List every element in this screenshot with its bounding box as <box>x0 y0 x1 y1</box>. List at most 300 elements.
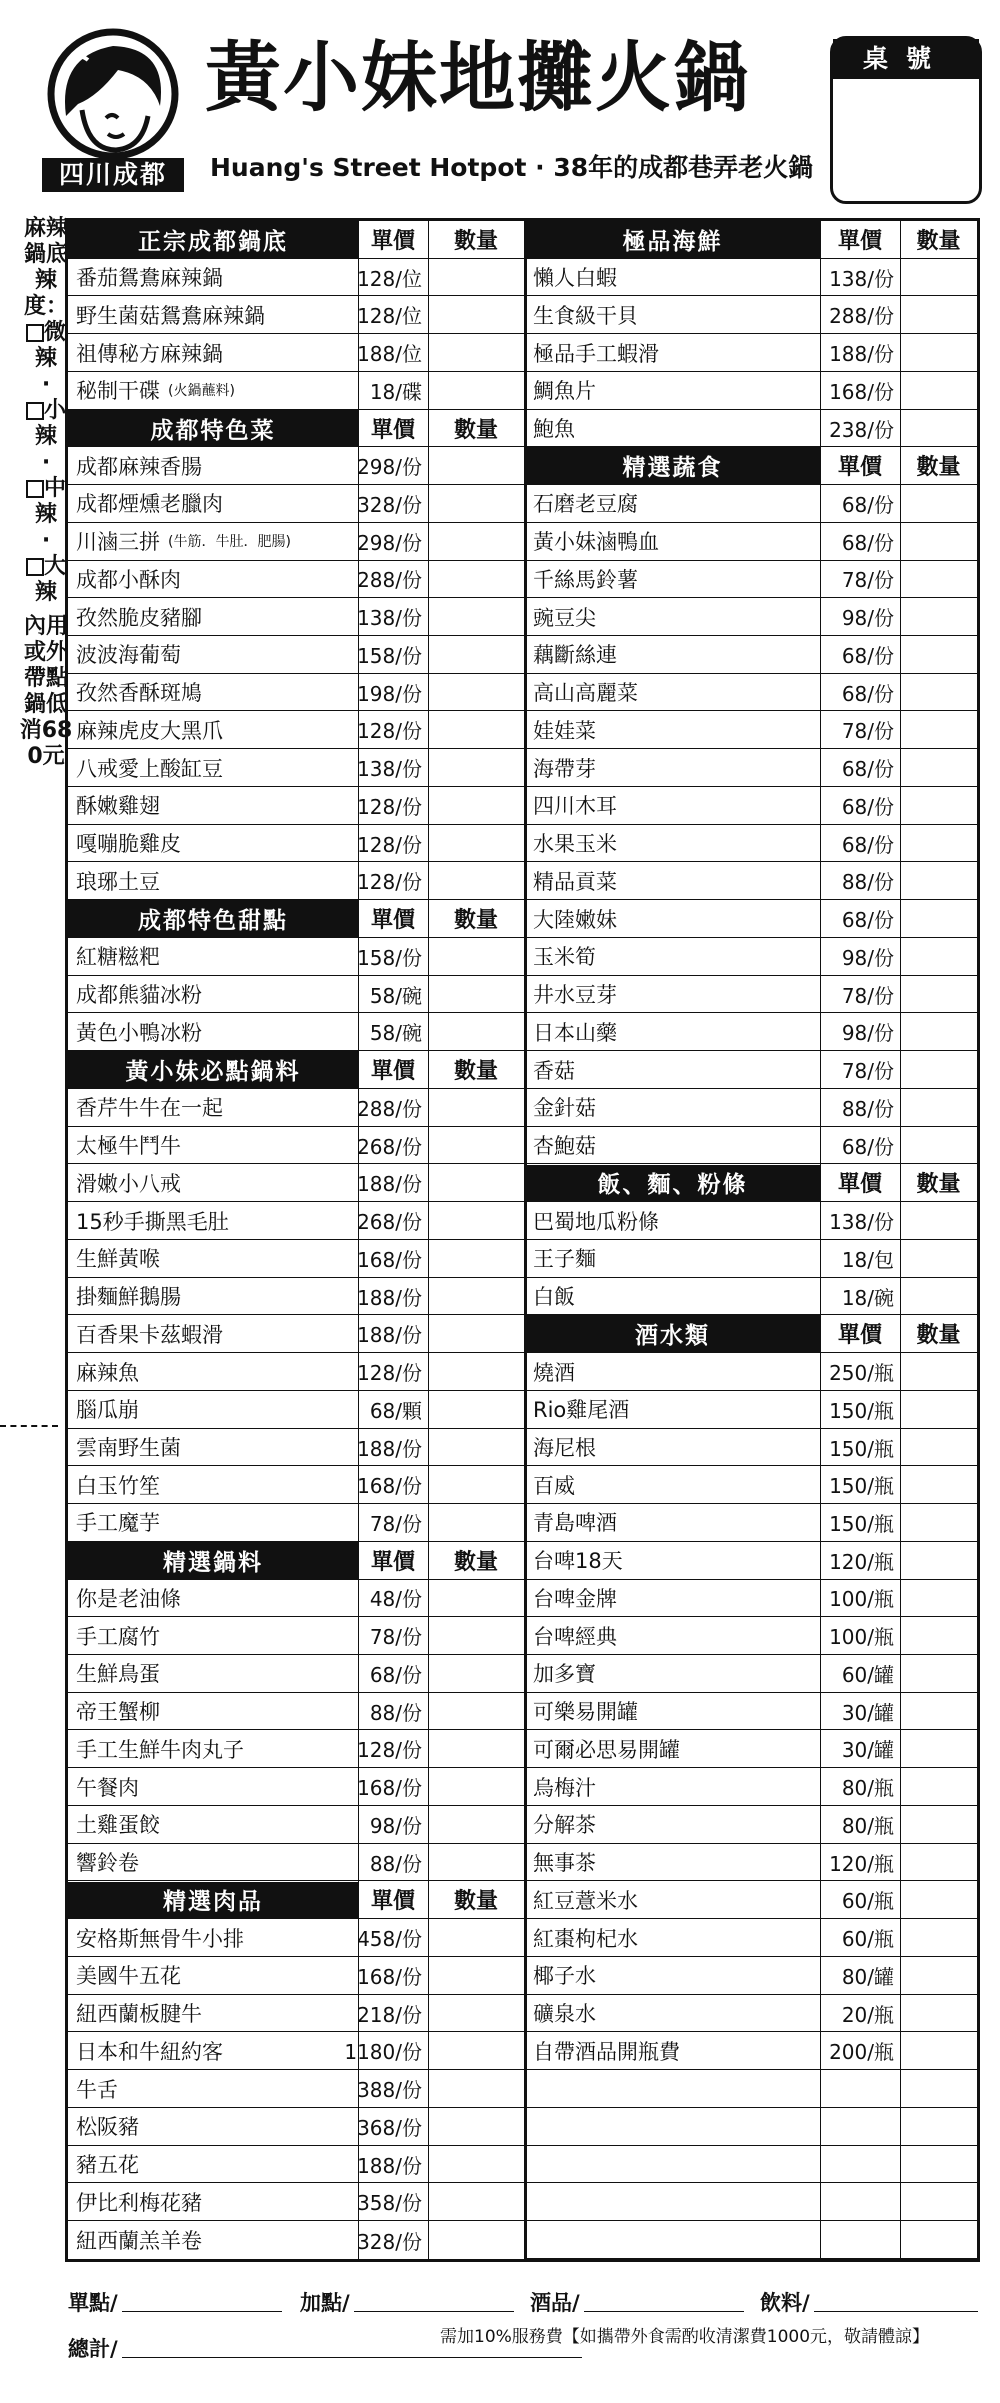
price-column-header: 單價 <box>370 417 415 443</box>
total-field[interactable] <box>122 2357 582 2358</box>
item-price <box>820 2146 900 2183</box>
item-name-text: 青島啤酒 <box>533 1511 617 1536</box>
menu-item-row[interactable] <box>68 1768 524 1806</box>
menu-item-row[interactable] <box>68 1466 524 1504</box>
item-name <box>68 825 358 862</box>
menu-item-row[interactable] <box>68 1353 524 1391</box>
menu-item-row[interactable] <box>68 1919 524 1957</box>
menu-item-row[interactable] <box>525 1127 977 1165</box>
quantity-field[interactable] <box>900 787 977 824</box>
item-name <box>68 296 358 333</box>
quantity-field[interactable] <box>900 1882 977 1919</box>
quantity-field[interactable] <box>900 259 977 296</box>
item-name <box>68 2108 358 2145</box>
quantity-field[interactable] <box>428 1466 524 1503</box>
quantity-field[interactable] <box>900 598 977 635</box>
quantity-field[interactable] <box>428 561 524 598</box>
menu-item-row[interactable] <box>68 2108 524 2146</box>
menu-item-row[interactable] <box>525 1353 977 1391</box>
quantity-field[interactable] <box>428 1580 524 1617</box>
menu-item-row[interactable] <box>525 1617 977 1655</box>
price-column-header: 單價 <box>370 908 415 934</box>
item-price: 30/罐 <box>841 1738 894 1763</box>
menu-item-row[interactable] <box>525 1089 977 1127</box>
quantity-field[interactable] <box>900 1429 977 1466</box>
item-name <box>525 749 820 786</box>
quantity-field[interactable] <box>428 1240 524 1277</box>
item-price: 100/瓶 <box>829 1625 894 1650</box>
menu-item-row[interactable] <box>525 1768 977 1806</box>
quantity-field[interactable] <box>428 1202 524 1239</box>
quantity-field[interactable] <box>900 1127 977 1164</box>
menu-item-row[interactable] <box>68 1731 524 1769</box>
qty-column-header: 數量 <box>453 908 498 934</box>
quantity-field[interactable] <box>428 636 524 673</box>
menu-item-row[interactable] <box>68 1391 524 1429</box>
quantity-field[interactable] <box>428 1806 524 1843</box>
menu-item-row[interactable] <box>525 1504 977 1542</box>
menu-item-row[interactable] <box>525 1278 977 1316</box>
quantity-field[interactable] <box>900 1466 977 1503</box>
quantity-field[interactable] <box>428 1768 524 1805</box>
item-price: 68/份 <box>841 908 894 933</box>
menu-item-row[interactable] <box>68 1429 524 1467</box>
quantity-field[interactable] <box>428 1089 524 1126</box>
qty-column-header: 數量 <box>453 1549 498 1575</box>
quantity-field[interactable] <box>900 674 977 711</box>
quantity-field[interactable] <box>900 1919 977 1956</box>
quantity-field[interactable] <box>428 938 524 975</box>
item-name <box>68 1844 358 1881</box>
item-price: 188/份 <box>357 2153 422 2178</box>
quantity-field[interactable] <box>428 749 524 786</box>
item-name-text: 日本山藥 <box>533 1020 617 1045</box>
menu-item-row[interactable] <box>68 712 524 750</box>
quantity-field[interactable] <box>900 296 977 333</box>
menu-item-row[interactable] <box>525 1844 977 1882</box>
item-name <box>68 447 358 484</box>
menu-item-row[interactable] <box>525 787 977 825</box>
item-name <box>525 1617 820 1654</box>
menu-item-row[interactable] <box>525 259 977 297</box>
menu-item-row[interactable] <box>525 598 977 636</box>
item-name <box>525 1806 820 1843</box>
quantity-field[interactable] <box>428 863 524 900</box>
menu-item-row[interactable] <box>68 1693 524 1731</box>
menu-item-row[interactable] <box>68 1240 524 1278</box>
quantity-field[interactable] <box>428 1278 524 1315</box>
quantity-field[interactable] <box>428 296 524 333</box>
menu-item-row[interactable] <box>525 296 977 334</box>
item-name-text: 雲南野生菌 <box>76 1436 181 1460</box>
menu-item-row[interactable] <box>68 1202 524 1240</box>
quantity-field[interactable] <box>428 1429 524 1466</box>
quantity-field[interactable] <box>428 1391 524 1428</box>
item-name-text: 水果玉米 <box>533 832 617 857</box>
quantity-field[interactable] <box>428 2070 524 2107</box>
quantity-field[interactable] <box>428 976 524 1013</box>
quantity-field[interactable] <box>900 636 977 673</box>
menu-item-row[interactable] <box>525 1542 977 1580</box>
menu-item-row[interactable] <box>68 863 524 901</box>
item-name-text: 香芹牛牛在一起 <box>76 1096 223 1121</box>
item-name-text: 海帶芽 <box>533 756 596 781</box>
quantity-field[interactable] <box>900 1202 977 1239</box>
quantity-field[interactable] <box>428 259 524 296</box>
menu-item-row[interactable] <box>68 636 524 674</box>
quantity-field[interactable] <box>900 1542 977 1579</box>
section-title: 正宗成都鍋底 <box>68 221 358 258</box>
quantity-field[interactable] <box>428 2221 524 2259</box>
menu-item-row[interactable] <box>525 1429 977 1467</box>
item-name-text: 石磨老豆腐 <box>533 492 638 517</box>
quantity-field[interactable] <box>900 561 977 598</box>
quantity-field[interactable] <box>428 334 524 371</box>
menu-item-row[interactable] <box>525 1580 977 1618</box>
menu-item-row[interactable] <box>68 1089 524 1127</box>
quantity-field[interactable] <box>428 825 524 862</box>
item-price: 98/份 <box>841 1021 894 1046</box>
menu-item-row[interactable] <box>68 1315 524 1353</box>
item-name <box>68 1391 358 1428</box>
quantity-field <box>900 2146 977 2183</box>
menu-item-row[interactable] <box>68 1655 524 1693</box>
menu-item-row[interactable] <box>525 1731 977 1769</box>
checkbox-icon[interactable] <box>26 480 44 498</box>
menu-item-row[interactable] <box>68 1014 524 1052</box>
menu-item-row[interactable] <box>525 900 977 938</box>
menu-table <box>65 218 980 2262</box>
menu-item-row[interactable] <box>68 2184 524 2222</box>
menu-item-row[interactable] <box>68 523 524 561</box>
page-title: 黃小妹地攤火鍋 <box>205 33 751 122</box>
quantity-field[interactable] <box>428 1127 524 1164</box>
menu-item-row[interactable] <box>68 976 524 1014</box>
item-name <box>68 1429 358 1466</box>
menu-item-row[interactable] <box>68 372 524 410</box>
quantity-field[interactable] <box>428 1655 524 1692</box>
item-note: (牛筋．牛肚．肥腸) <box>168 534 291 551</box>
checkbox-icon[interactable] <box>26 324 44 342</box>
quantity-field[interactable] <box>900 712 977 749</box>
item-note: (火鍋蘸料) <box>168 383 235 400</box>
menu-item-row[interactable] <box>525 938 977 976</box>
item-price: 88/份 <box>841 870 894 895</box>
item-name-text: 掛麵鮮鵝腸 <box>76 1285 181 1310</box>
item-name-text: 孜然香酥斑鳩 <box>76 681 202 706</box>
menu-item-row[interactable] <box>525 1240 977 1278</box>
menu-item-row[interactable] <box>525 1919 977 1957</box>
menu-item-row[interactable] <box>68 561 524 599</box>
item-price: 168/份 <box>357 1964 422 1989</box>
menu-item-row[interactable] <box>68 485 524 523</box>
quantity-field[interactable] <box>900 1806 977 1843</box>
item-name-text: 燒酒 <box>533 1360 575 1385</box>
blank-row <box>525 2108 977 2146</box>
quantity-field[interactable] <box>900 334 977 371</box>
checkbox-icon[interactable] <box>26 558 44 576</box>
quantity-field[interactable] <box>900 410 977 447</box>
quantity-field[interactable] <box>428 1844 524 1881</box>
price-column-header: 單價 <box>837 228 882 254</box>
item-price: 158/份 <box>357 643 422 668</box>
price-column-header: 單價 <box>370 1059 415 1085</box>
menu-item-row[interactable] <box>525 1957 977 1995</box>
menu-item-row[interactable] <box>525 1051 977 1089</box>
menu-item-row[interactable] <box>68 1165 524 1203</box>
wine-field[interactable] <box>584 2311 744 2312</box>
item-price: 98/份 <box>841 945 894 970</box>
item-price <box>820 2070 900 2107</box>
menu-item-row[interactable] <box>68 749 524 787</box>
quantity-field[interactable] <box>900 900 977 937</box>
item-name <box>68 863 358 900</box>
item-name <box>525 1768 820 1805</box>
spice-option-label: 微辣 <box>34 320 66 371</box>
divider <box>820 221 821 2259</box>
checkbox-icon[interactable] <box>26 402 44 420</box>
price-column-header: 單價 <box>370 1889 415 1915</box>
menu-item-row[interactable] <box>525 523 977 561</box>
item-name-text: 成都煙燻老臘肉 <box>76 492 223 517</box>
menu-item-row[interactable] <box>525 1391 977 1429</box>
item-name-text: 秘制干碟 <box>76 379 160 404</box>
quantity-field[interactable] <box>900 1693 977 1730</box>
menu-item-row[interactable] <box>68 2146 524 2184</box>
table-number-label: 桌號 <box>833 39 979 79</box>
menu-item-row[interactable] <box>525 674 977 712</box>
quantity-field[interactable] <box>900 976 977 1013</box>
menu-item-row[interactable] <box>68 1617 524 1655</box>
menu-item-row[interactable] <box>68 296 524 334</box>
quantity-field[interactable] <box>900 485 977 522</box>
menu-item-row[interactable] <box>525 2033 977 2071</box>
quantity-field[interactable] <box>900 1353 977 1390</box>
item-name <box>68 485 358 522</box>
item-name <box>68 787 358 824</box>
menu-item-row[interactable] <box>525 1693 977 1731</box>
quantity-field[interactable] <box>900 1089 977 1126</box>
blank-row <box>525 2259 977 2297</box>
quantity-field[interactable] <box>428 372 524 409</box>
quantity-field[interactable] <box>900 372 977 409</box>
item-price: 128/位 <box>357 304 422 329</box>
quantity-field[interactable] <box>900 825 977 862</box>
item-name-text: 15秒手撕黑毛肚 <box>76 1209 229 1234</box>
quantity-field[interactable] <box>428 1504 524 1541</box>
menu-item-row[interactable] <box>68 1504 524 1542</box>
menu-item-row[interactable] <box>525 636 977 674</box>
menu-item-row[interactable] <box>525 1202 977 1240</box>
quantity-field[interactable] <box>428 1353 524 1390</box>
quantity-field[interactable] <box>900 1995 977 2032</box>
menu-item-row[interactable] <box>68 2070 524 2108</box>
menu-item-row[interactable] <box>68 787 524 825</box>
menu-item-row[interactable] <box>68 1844 524 1882</box>
quantity-field[interactable] <box>900 1957 977 1994</box>
item-name-text: 白玉竹笙 <box>76 1473 160 1498</box>
item-name-text: 千絲馬鈴薯 <box>533 567 638 592</box>
item-name-text: 八戒愛上酸缸豆 <box>76 756 223 781</box>
item-name <box>68 1580 358 1617</box>
item-name-text: 金針菇 <box>533 1096 596 1121</box>
quantity-field[interactable] <box>900 1655 977 1692</box>
menu-item-row[interactable] <box>525 976 977 1014</box>
menu-item-row[interactable] <box>68 2221 524 2259</box>
item-name-text: 高山高麗菜 <box>533 681 638 706</box>
quantity-field[interactable] <box>900 1391 977 1428</box>
item-name-text: 手工魔芋 <box>76 1511 160 1536</box>
quantity-field[interactable] <box>900 863 977 900</box>
menu-item-row[interactable] <box>525 712 977 750</box>
menu-item-row[interactable] <box>525 1014 977 1052</box>
quantity-field[interactable] <box>428 1919 524 1956</box>
item-name <box>525 1278 820 1315</box>
quantity-field[interactable] <box>428 485 524 522</box>
quantity-field[interactable] <box>428 1957 524 1994</box>
quantity-field[interactable] <box>428 1731 524 1768</box>
item-name <box>525 523 820 560</box>
item-price <box>820 2221 900 2258</box>
menu-item-row[interactable] <box>68 825 524 863</box>
quantity-field[interactable] <box>900 1504 977 1541</box>
item-price: 128/份 <box>357 794 422 819</box>
item-name-text: 台啤金牌 <box>533 1586 617 1611</box>
section-header-row <box>525 1165 977 1203</box>
menu-item-row[interactable] <box>68 447 524 485</box>
item-name <box>68 1127 358 1164</box>
quantity-field[interactable] <box>428 2146 524 2183</box>
item-name-text: 成都小酥肉 <box>76 567 181 592</box>
item-name <box>68 749 358 786</box>
menu-item-row[interactable] <box>525 863 977 901</box>
quantity-field[interactable] <box>428 1014 524 1051</box>
item-price: 20/瓶 <box>841 2002 894 2027</box>
item-name-text: 腦瓜崩 <box>76 1398 139 1423</box>
item-price: 80/罐 <box>841 1964 894 1989</box>
quantity-field[interactable] <box>428 1165 524 1202</box>
menu-item-row[interactable] <box>68 598 524 636</box>
item-price: 238/份 <box>829 417 894 442</box>
quantity-field[interactable] <box>428 2184 524 2221</box>
item-name <box>525 1655 820 1692</box>
item-price: 30/罐 <box>841 1700 894 1725</box>
quantity-field[interactable] <box>428 1315 524 1352</box>
item-name-text: 波波海葡萄 <box>76 643 181 668</box>
menu-item-row[interactable] <box>68 674 524 712</box>
quantity-field[interactable] <box>900 523 977 560</box>
item-price: 68/份 <box>369 1662 422 1687</box>
menu-item-row[interactable] <box>68 938 524 976</box>
menu-item-row[interactable] <box>525 372 977 410</box>
item-price: 388/份 <box>357 2078 422 2103</box>
item-name <box>525 636 820 673</box>
quantity-field[interactable] <box>428 523 524 560</box>
menu-item-row[interactable] <box>68 1127 524 1165</box>
menu-item-row[interactable] <box>525 410 977 448</box>
quantity-field[interactable] <box>900 938 977 975</box>
menu-item-row[interactable] <box>68 1806 524 1844</box>
drink-field[interactable] <box>814 2311 978 2312</box>
item-name <box>525 1051 820 1088</box>
quantity-field[interactable] <box>428 598 524 635</box>
item-name-text: 百香果卡茲蝦滑 <box>76 1322 223 1347</box>
menu-item-row[interactable] <box>525 1806 977 1844</box>
item-name-text: 生鮮鳥蛋 <box>76 1662 160 1687</box>
quantity-field[interactable] <box>900 1768 977 1805</box>
quantity-field[interactable] <box>900 1051 977 1088</box>
item-name-text: 麻辣魚 <box>76 1360 139 1385</box>
quantity-field[interactable] <box>900 749 977 786</box>
item-price: 68/份 <box>841 794 894 819</box>
item-price: 78/份 <box>841 719 894 744</box>
menu-item-row[interactable] <box>525 1466 977 1504</box>
item-name-text: 松阪豬 <box>76 2115 139 2140</box>
menu-item-row[interactable] <box>68 1995 524 2033</box>
section-header-row <box>525 221 977 259</box>
quantity-field[interactable] <box>428 787 524 824</box>
item-name-text: 自帶酒品開瓶費 <box>533 2039 680 2064</box>
quantity-field[interactable] <box>900 1278 977 1315</box>
extra-order-field[interactable] <box>354 2311 514 2312</box>
menu-item-row[interactable] <box>525 485 977 523</box>
menu-item-row[interactable] <box>525 749 977 787</box>
item-name-text: 極品手工蝦滑 <box>533 341 659 366</box>
menu-item-row[interactable] <box>525 561 977 599</box>
menu-item-row[interactable] <box>68 334 524 372</box>
quantity-field[interactable] <box>428 712 524 749</box>
menu-item-row[interactable] <box>525 1995 977 2033</box>
order-field[interactable] <box>122 2311 282 2312</box>
menu-item-row[interactable] <box>68 1278 524 1316</box>
item-name-text: 野生菌菇鴛鴦麻辣鍋 <box>76 303 265 328</box>
quantity-field[interactable] <box>428 2033 524 2070</box>
menu-item-row[interactable] <box>525 1882 977 1920</box>
quantity-field[interactable] <box>900 1844 977 1881</box>
quantity-field[interactable] <box>428 1693 524 1730</box>
quantity-field[interactable] <box>428 674 524 711</box>
menu-item-row[interactable] <box>525 1655 977 1693</box>
item-price: 18/碗 <box>841 1285 894 1310</box>
quantity-field[interactable] <box>900 2033 977 2070</box>
menu-item-row[interactable] <box>68 1957 524 1995</box>
quantity-field[interactable] <box>428 1617 524 1654</box>
item-name-text: 椰子水 <box>533 1964 596 1989</box>
item-name-text: 安格斯無骨牛小排 <box>76 1926 244 1951</box>
quantity-field[interactable] <box>900 1240 977 1277</box>
item-name <box>525 674 820 711</box>
item-price <box>820 2184 900 2221</box>
menu-item-row[interactable] <box>68 259 524 297</box>
item-name <box>68 1202 358 1239</box>
quantity-field[interactable] <box>900 1617 977 1654</box>
item-price: 68/份 <box>841 643 894 668</box>
quantity-field[interactable] <box>900 1731 977 1768</box>
quantity-field[interactable] <box>900 1580 977 1617</box>
menu-item-row[interactable] <box>68 1580 524 1618</box>
item-name-text: 四川木耳 <box>533 794 617 819</box>
item-name-text: 無事茶 <box>533 1851 596 1876</box>
item-name-text: Rio雞尾酒 <box>533 1398 630 1423</box>
quantity-field[interactable] <box>900 1014 977 1051</box>
quantity-field[interactable] <box>428 2108 524 2145</box>
table-number-box[interactable] <box>830 36 982 204</box>
quantity-field[interactable] <box>428 447 524 484</box>
quantity-field[interactable] <box>428 1995 524 2032</box>
menu-item-row[interactable] <box>68 2033 524 2071</box>
menu-item-row[interactable] <box>525 825 977 863</box>
menu-item-row[interactable] <box>525 334 977 372</box>
